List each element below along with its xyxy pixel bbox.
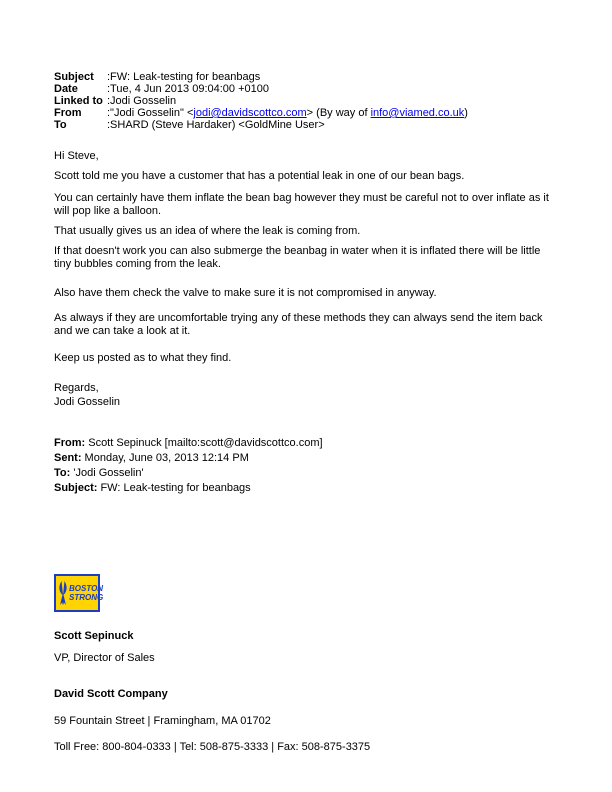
signature-company: David Scott Company — [54, 688, 168, 700]
body-paragraph: You can certainly have them inflate the bean bag however they must be careful not to over inflate as it will pop like a balloon. — [54, 192, 549, 217]
forwarded-header-block — [54, 436, 556, 496]
forwarded-to-value: 'Jodi Gosselin' — [70, 467, 144, 479]
header-row-from — [54, 107, 556, 119]
date-label: Date — [54, 83, 78, 95]
signature-name: Scott Sepinuck — [54, 630, 134, 642]
body-paragraph: Keep us posted as to what they find. — [54, 352, 232, 364]
subject-value: :FW: Leak-testing for beanbags — [107, 71, 261, 83]
forwarded-subject-value: FW: Leak-testing for beanbags — [97, 482, 251, 494]
to-label: To — [54, 119, 67, 131]
header-row-subject — [54, 71, 556, 83]
date-value: :Tue, 4 Jun 2013 09:04:00 +0100 — [107, 83, 269, 95]
body-paragraph: Scott told me you have a customer that has a potential leak in one of our bean bags. — [54, 170, 465, 182]
forwarded-subject-line — [54, 481, 556, 496]
signature-phones: Toll Free: 800-804-0333 | Tel: 508-875-3333 | Fax: 508-875-3375 — [54, 741, 371, 753]
linked-to-value: :Jodi Gosselin — [107, 95, 177, 107]
header-row-date — [54, 83, 556, 95]
boston-strong-logo — [54, 574, 104, 612]
from-value — [107, 107, 556, 119]
forwarded-from-line — [54, 436, 556, 451]
from-value-suffix: ) — [464, 107, 468, 119]
header-row-to — [54, 119, 556, 131]
logo-line-2: STRONG — [69, 593, 104, 602]
from-email-link[interactable]: jodi@davidscottco.com — [193, 107, 307, 119]
body-paragraph: As always if they are uncomfortable trying any of these methods they can always send the item back and we can take a look at it. — [54, 312, 543, 337]
greeting-text: Hi Steve, — [54, 150, 99, 162]
via-email-link[interactable]: info@viamed.co.uk — [370, 107, 465, 119]
subject-label: Subject — [54, 71, 94, 83]
signature-address: 59 Fountain Street | Framingham, MA 01702 — [54, 715, 271, 727]
logo-line-1: BOSTON — [69, 584, 104, 593]
closing-name: Jodi Gosselin — [54, 396, 121, 408]
signature-title: VP, Director of Sales — [54, 652, 155, 664]
body-paragraph: That usually gives us an idea of where the leak is coming from. — [54, 225, 361, 237]
from-label: From — [54, 107, 82, 119]
forwarded-to-line — [54, 466, 556, 481]
to-value: :SHARD (Steve Hardaker) <GoldMine User> — [107, 119, 325, 131]
forwarded-to-label: To: — [54, 467, 71, 479]
email-header-block — [54, 71, 556, 131]
closing-text: Regards, — [54, 382, 99, 394]
from-value-mid: > (By way of — [306, 107, 371, 119]
linked-to-label: Linked to — [54, 95, 103, 107]
forwarded-sent-value: Monday, June 03, 2013 12:14 PM — [81, 452, 249, 464]
forwarded-from-value: Scott Sepinuck [mailto:scott@davidscottco.com] — [85, 437, 323, 449]
ribbon-icon — [58, 580, 68, 606]
forwarded-subject-label: Subject: — [54, 482, 98, 494]
logo-text — [69, 584, 103, 602]
forwarded-from-label: From: — [54, 437, 86, 449]
from-value-prefix: :"Jodi Gosselin" < — [107, 107, 194, 119]
forwarded-sent-line — [54, 451, 556, 466]
body-paragraph: If that doesn't work you can also submerge the beanbag in water when it is inflated there will be little tiny bubbles coming from the leak. — [54, 245, 541, 270]
forwarded-sent-label: Sent: — [54, 452, 82, 464]
header-row-linked-to — [54, 95, 556, 107]
body-paragraph: Also have them check the valve to make sure it is not compromised in anyway. — [54, 287, 437, 299]
